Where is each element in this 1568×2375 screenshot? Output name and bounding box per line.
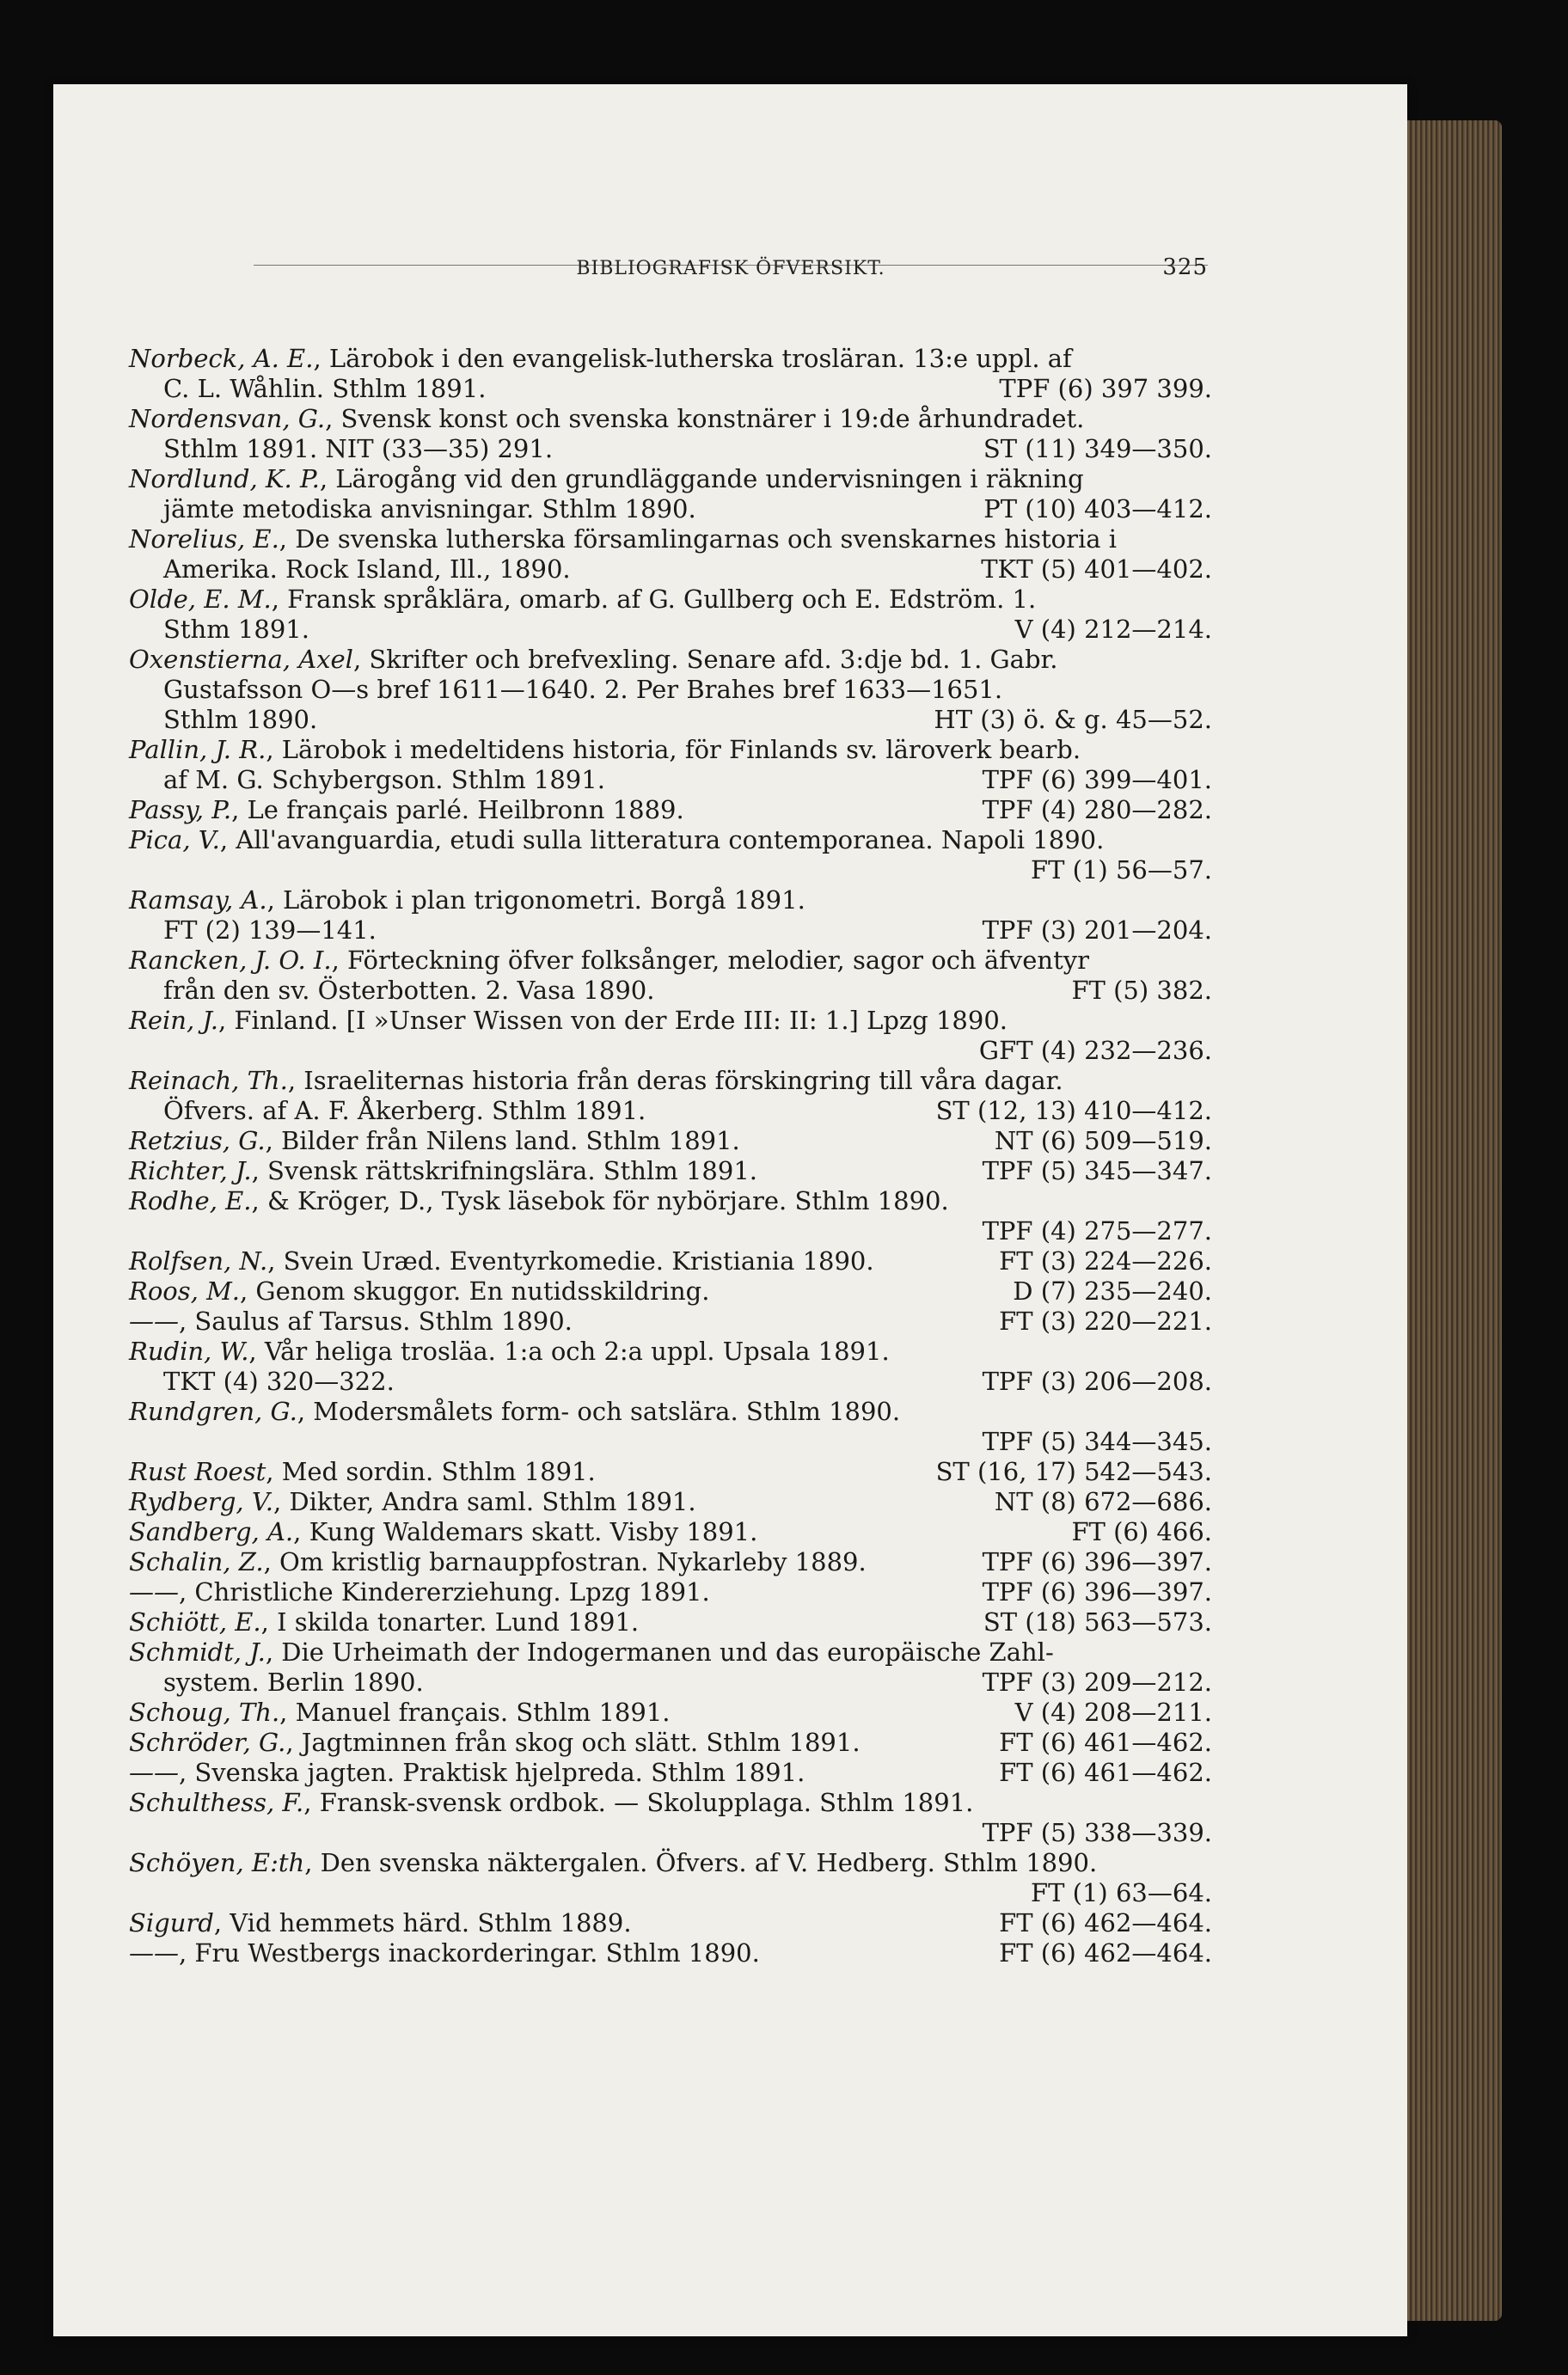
entry-text (129, 645, 1057, 675)
entry-description: , Die Urheimath der Indogermanen und das europäische Zahl- (265, 1637, 1054, 1667)
bibliography-entry (129, 1276, 1212, 1307)
entry-review-reference: TPF (3) 209—212. (982, 1668, 1212, 1697)
entry-author: Rein, J. (129, 1006, 218, 1035)
entry-description: , Manuel français. Sthlm 1891. (279, 1698, 671, 1727)
running-head (254, 254, 1208, 280)
entry-author: Rust Roest (129, 1457, 266, 1486)
entry-description: , De svenska lutherska församlingarnas och svenskarnes historia i (279, 524, 1118, 554)
entry-review-reference: TPF (6) 399—401. (982, 765, 1212, 794)
entry-text (129, 1908, 632, 1938)
entry-description: , Svenska jagten. Praktisk hjelpreda. Sthlm 1891. (179, 1758, 805, 1787)
entry-author: —— (129, 1758, 179, 1787)
bibliography-entry (129, 1848, 1212, 1908)
entry-line (129, 976, 1212, 1006)
bibliography-entry (129, 795, 1212, 825)
entry-description: system. Berlin 1890. (163, 1668, 424, 1697)
entry-review-reference: FT (1) 56—57. (1030, 855, 1212, 885)
entry-line (129, 1878, 1212, 1908)
entry-line (129, 765, 1212, 795)
bibliography-entry (129, 1457, 1212, 1487)
bibliography-entry (129, 1126, 1212, 1156)
entry-text (163, 434, 553, 464)
entry-review-reference: ST (12, 13) 410—412. (935, 1096, 1212, 1125)
entry-text (163, 494, 696, 524)
bibliography-entry (129, 1487, 1212, 1517)
entry-description: , Svein Uræd. Eventyrkomedie. Kristiania 1890. (267, 1246, 874, 1276)
entry-author: Norbeck, A. E. (129, 344, 314, 373)
entry-review-reference: FT (6) 461—462. (999, 1758, 1212, 1787)
entry-text (129, 1758, 805, 1788)
bibliography-entry (129, 344, 1212, 404)
bibliography-entry (129, 464, 1212, 524)
entry-line (129, 1337, 1212, 1367)
entry-line (129, 374, 1212, 404)
entry-text (163, 705, 317, 735)
entry-description: Gustafsson O—s bref 1611—1640. 2. Per Brahes bref 1633—1651. (163, 675, 1003, 704)
bibliography-entry (129, 1607, 1212, 1637)
entry-author: Schröder, G. (129, 1728, 286, 1757)
entry-line (129, 1126, 1212, 1156)
bibliography-entry (129, 1066, 1212, 1126)
entry-review-reference: TPF (5) 345—347. (982, 1156, 1212, 1185)
entry-description: , Lärobok i den evangelisk-lutherska trosläran. 13:e uppl. af (313, 344, 1072, 373)
page-number: 325 (1162, 254, 1208, 280)
entry-text (129, 1006, 1008, 1036)
entry-review-reference: TPF (6) 396—397. (982, 1547, 1212, 1576)
entry-review-reference: GFT (4) 232—236. (978, 1036, 1212, 1065)
bibliography-entry (129, 1006, 1212, 1066)
entry-line (129, 1276, 1212, 1307)
entry-author: Rodhe, E. (129, 1186, 252, 1215)
entry-text (129, 1938, 760, 1968)
entry-line (129, 1908, 1212, 1938)
entry-author: Nordensvan, G. (129, 404, 326, 433)
entry-line (129, 1788, 1212, 1818)
entry-author: Roos, M. (129, 1276, 240, 1306)
entry-line (129, 585, 1212, 615)
entry-author: Pica, V. (129, 825, 220, 854)
entry-text (129, 1126, 740, 1156)
entry-line (129, 705, 1212, 735)
entry-line (129, 1818, 1212, 1848)
entry-description: , I skilda tonarter. Lund 1891. (260, 1607, 640, 1637)
bibliography-entry (129, 645, 1212, 735)
entry-description: af M. G. Schybergson. Sthlm 1891. (163, 765, 605, 794)
entry-author: Reinach, Th. (129, 1066, 288, 1095)
entry-review-reference: TPF (4) 275—277. (982, 1216, 1212, 1246)
entry-text (129, 1637, 1054, 1668)
bibliography-entry (129, 1547, 1212, 1577)
entry-description: , Svensk rättskrifningslära. Sthlm 1891. (251, 1156, 757, 1185)
entry-text (129, 585, 1036, 615)
entry-line (129, 1036, 1212, 1066)
entry-author: —— (129, 1577, 179, 1607)
entry-line (129, 1006, 1212, 1036)
entry-line (129, 1066, 1212, 1096)
entry-line (129, 1246, 1212, 1276)
entry-line (129, 1668, 1212, 1698)
entry-review-reference: FT (6) 466. (1071, 1517, 1212, 1546)
entry-review-reference: NT (8) 672—686. (994, 1487, 1212, 1516)
entry-line (129, 1156, 1212, 1186)
entry-text (129, 1397, 900, 1427)
entry-author: Sandberg, A. (129, 1517, 294, 1546)
entry-text (129, 1307, 573, 1337)
entry-text (129, 825, 1104, 855)
entry-description: jämte metodiska anvisningar. Sthlm 1890. (163, 494, 696, 523)
entry-line (129, 915, 1212, 946)
entry-text (129, 1337, 890, 1367)
entry-text (129, 1607, 639, 1637)
entry-line (129, 645, 1212, 675)
entry-author: —— (129, 1307, 179, 1336)
entry-text (129, 1457, 596, 1487)
bibliography-entry (129, 825, 1212, 885)
entry-description: , Fransk språklära, omarb. af G. Gullberg och E. Edström. 1. (271, 585, 1037, 614)
entry-review-reference: TPF (5) 344—345. (982, 1427, 1212, 1456)
bibliography-entry (129, 1397, 1212, 1457)
entry-description: Amerika. Rock Island, Ill., 1890. (163, 554, 571, 584)
entry-description: , Kung Waldemars skatt. Visby 1891. (293, 1517, 758, 1546)
entry-line (129, 1728, 1212, 1758)
entry-description: från den sv. Österbotten. 2. Vasa 1890. (163, 976, 655, 1005)
entry-text (129, 1698, 671, 1728)
entry-review-reference: FT (6) 462—464. (999, 1908, 1212, 1937)
entry-text (163, 615, 309, 645)
entry-line (129, 946, 1212, 976)
entry-line (129, 1307, 1212, 1337)
entry-line (129, 494, 1212, 524)
entry-text (129, 1848, 1097, 1878)
entry-description: , Jagtminnen från skog och slätt. Sthlm 1891. (285, 1728, 861, 1757)
entry-text (129, 1156, 757, 1186)
entry-review-reference: TPF (6) 397 399. (999, 374, 1212, 403)
entry-review-reference: ST (18) 563—573. (983, 1607, 1212, 1637)
entry-review-reference: V (4) 212—214. (1014, 615, 1212, 644)
entry-description: , Förteckning öfver folksånger, melodier, sagor och äfventyr (331, 946, 1089, 975)
entry-text (129, 795, 684, 825)
entry-author: Norelius, E. (129, 524, 279, 554)
entry-line (129, 1096, 1212, 1126)
entry-text (129, 1517, 757, 1547)
entry-description: , All'avanguardia, etudi sulla litteratura contemporanea. Napoli 1890. (219, 825, 1105, 854)
entry-description: , Vår heliga trosläa. 1:a och 2:a uppl. Upsala 1891. (248, 1337, 890, 1366)
bibliography-entry (129, 524, 1212, 585)
entry-line (129, 885, 1212, 915)
entry-description: TKT (4) 320—322. (163, 1367, 395, 1396)
entry-review-reference: FT (3) 220—221. (999, 1307, 1212, 1336)
bibliography-entry (129, 1307, 1212, 1337)
entry-text (163, 915, 377, 946)
bibliography-entry (129, 1517, 1212, 1547)
entry-text (129, 1487, 696, 1517)
entry-text (163, 374, 486, 404)
bibliography-entry (129, 1246, 1212, 1276)
entry-description: , Om kristlig barnauppfostran. Nykarleby 1889. (263, 1547, 867, 1576)
entry-review-reference: FT (6) 462—464. (999, 1938, 1212, 1968)
entry-description: , Lärogång vid den grundläggande undervisningen i räkning (319, 464, 1084, 493)
entry-description: Sthlm 1890. (163, 705, 318, 734)
bibliography-entry (129, 1186, 1212, 1246)
entry-description: , & Kröger, D., Tysk läsebok för nybörjare. Sthlm 1890. (251, 1186, 949, 1215)
entry-author: Nordlund, K. P. (129, 464, 320, 493)
entry-description: , Vid hemmets härd. Sthlm 1889. (213, 1908, 632, 1937)
bibliography-entry (129, 1337, 1212, 1397)
entry-line (129, 1517, 1212, 1547)
entry-author: Oxenstierna, Axel (129, 645, 353, 674)
entry-text (129, 1276, 709, 1307)
entry-description: , Fru Westbergs inackorderingar. Sthlm 1890. (179, 1938, 760, 1968)
entry-review-reference: TPF (3) 201—204. (982, 915, 1212, 945)
entry-review-reference: FT (3) 224—226. (999, 1246, 1212, 1276)
entry-author: Schoug, Th. (129, 1698, 280, 1727)
entry-text (163, 1096, 646, 1126)
entry-line (129, 434, 1212, 464)
entry-text (129, 1547, 867, 1577)
entry-text (163, 1367, 395, 1397)
bibliography-list (129, 344, 1212, 1968)
entry-line (129, 615, 1212, 645)
entry-description: , Israeliternas historia från deras förskingring till våra dagar. (287, 1066, 1063, 1095)
entry-text (163, 675, 1002, 705)
bibliography-entry (129, 1758, 1212, 1788)
entry-text (129, 404, 1084, 434)
entry-description: , Finland. [I »Unser Wissen von der Erde III: II: 1.] Lpzg 1890. (217, 1006, 1008, 1035)
entry-line (129, 1607, 1212, 1637)
entry-author: Schiött, E. (129, 1607, 261, 1637)
entry-author: Schalin, Z. (129, 1547, 264, 1576)
entry-line (129, 464, 1212, 494)
entry-description: , Lärobok i plan trigonometri. Borgå 1891. (266, 885, 805, 915)
entry-review-reference: ST (11) 349—350. (983, 434, 1212, 463)
entry-review-reference: NT (6) 509—519. (994, 1126, 1212, 1155)
entry-line (129, 524, 1212, 554)
bibliography-entry (129, 1728, 1212, 1758)
entry-review-reference: D (7) 235—240. (1013, 1276, 1212, 1306)
entry-line (129, 1216, 1212, 1246)
entry-text (129, 735, 1081, 765)
entry-line (129, 1186, 1212, 1216)
entry-text (129, 464, 1084, 494)
entry-author: Sigurd (129, 1908, 214, 1937)
entry-line (129, 1457, 1212, 1487)
entry-description: , Fransk-svensk ordbok. — Skolupplaga. Sthlm 1891. (303, 1788, 974, 1817)
entry-line (129, 825, 1212, 855)
entry-author: Rudin, W. (129, 1337, 249, 1366)
bibliography-entry (129, 885, 1212, 946)
entry-text (163, 976, 654, 1006)
entry-review-reference: FT (1) 63—64. (1030, 1878, 1212, 1907)
entry-description: , Bilder från Nilens land. Sthlm 1891. (265, 1126, 740, 1155)
entry-text (129, 946, 1089, 976)
entry-description: FT (2) 139—141. (163, 915, 377, 945)
bibliography-entry (129, 1908, 1212, 1938)
entry-description: , Svensk konst och svenska konstnärer i 19:de århundradet. (325, 404, 1085, 433)
bibliography-entry (129, 1938, 1212, 1968)
entry-line (129, 1577, 1212, 1607)
entry-line (129, 735, 1212, 765)
entry-author: Schulthess, F. (129, 1788, 304, 1817)
bibliography-entry (129, 585, 1212, 645)
entry-description: , Genom skuggor. En nutidsskildring. (240, 1276, 710, 1306)
entry-line (129, 554, 1212, 585)
entry-text (163, 1668, 424, 1698)
entry-review-reference: FT (6) 461—462. (999, 1728, 1212, 1757)
entry-description: Öfvers. af A. F. Åkerberg. Sthlm 1891. (163, 1096, 646, 1125)
entry-line (129, 344, 1212, 374)
entry-description: , Den svenska näktergalen. Öfvers. af V. Hedberg. Sthlm 1890. (304, 1848, 1098, 1877)
bibliography-entry (129, 946, 1212, 1006)
entry-line (129, 1758, 1212, 1788)
entry-review-reference: TPF (6) 396—397. (982, 1577, 1212, 1607)
entry-description: , Saulus af Tarsus. Sthlm 1890. (179, 1307, 573, 1336)
entry-author: Schmidt, J. (129, 1637, 266, 1667)
entry-description: , Modersmålets form- och satslära. Sthlm 1890. (297, 1397, 901, 1426)
bibliography-entry (129, 1698, 1212, 1728)
bibliography-entry (129, 1577, 1212, 1607)
entry-line (129, 675, 1212, 705)
entry-review-reference: TPF (3) 206—208. (982, 1367, 1212, 1396)
entry-author: Retzius, G. (129, 1126, 266, 1155)
entry-text (129, 1066, 1063, 1096)
entry-description: , Skrifter och brefvexling. Senare afd. 3:dje bd. 1. Gabr. (352, 645, 1058, 674)
entry-line (129, 1367, 1212, 1397)
bibliography-entry (129, 1788, 1212, 1848)
bibliography-entry (129, 1156, 1212, 1186)
entry-author: Rancken, J. O. I. (129, 946, 332, 975)
entry-review-reference: FT (5) 382. (1071, 976, 1212, 1005)
entry-text (129, 1577, 710, 1607)
entry-description: , Le français parlé. Heilbronn 1889. (231, 795, 684, 824)
entry-author: Ramsay, A. (129, 885, 267, 915)
entry-review-reference: V (4) 208—211. (1014, 1698, 1212, 1727)
entry-description: , Med sordin. Sthlm 1891. (266, 1457, 596, 1486)
entry-author: Rundgren, G. (129, 1397, 297, 1426)
entry-line (129, 1427, 1212, 1457)
entry-text (129, 1186, 949, 1216)
entry-line (129, 404, 1212, 434)
book-edge (1407, 120, 1502, 2321)
entry-description: , Lärobok i medeltidens historia, för Finlands sv. läroverk bearb. (266, 735, 1081, 764)
entry-text (129, 524, 1117, 554)
bibliography-entry (129, 1637, 1212, 1698)
entry-description: , Christliche Kindererziehung. Lpzg 1891. (179, 1577, 710, 1607)
entry-author: Rydberg, V. (129, 1487, 273, 1516)
entry-review-reference: ST (16, 17) 542—543. (935, 1457, 1212, 1486)
entry-review-reference: TKT (5) 401—402. (981, 554, 1212, 584)
entry-text (129, 1246, 874, 1276)
entry-line (129, 1547, 1212, 1577)
entry-line (129, 1848, 1212, 1878)
running-head-title: BIBLIOGRAFISK ÖFVERSIKT. (576, 258, 885, 279)
entry-description: Sthm 1891. (163, 615, 309, 644)
entry-author: Rolfsen, N. (129, 1246, 268, 1276)
entry-line (129, 1637, 1212, 1668)
entry-text (163, 765, 605, 795)
entry-review-reference: HT (3) ö. & g. 45—52. (934, 705, 1212, 734)
entry-text (129, 1728, 861, 1758)
entry-author: Schöyen, E:th (129, 1848, 305, 1877)
entry-line (129, 795, 1212, 825)
entry-line (129, 1698, 1212, 1728)
entry-text (129, 344, 1072, 374)
entry-author: Pallin, J. R. (129, 735, 266, 764)
bibliography-entry (129, 735, 1212, 795)
entry-author: Richter, J. (129, 1156, 252, 1185)
entry-author: —— (129, 1938, 179, 1968)
entry-description: , Dikter, Andra saml. Sthlm 1891. (273, 1487, 696, 1516)
entry-line (129, 1487, 1212, 1517)
entry-description: Sthlm 1891. NIT (33—35) 291. (163, 434, 554, 463)
entry-review-reference: PT (10) 403—412. (983, 494, 1212, 523)
entry-line (129, 1938, 1212, 1968)
entry-line (129, 1397, 1212, 1427)
entry-text (129, 1788, 973, 1818)
bibliography-entry (129, 404, 1212, 464)
entry-review-reference: TPF (5) 338—339. (982, 1818, 1212, 1847)
entry-review-reference: TPF (4) 280—282. (982, 795, 1212, 824)
entry-description: C. L. Wåhlin. Sthlm 1891. (163, 374, 487, 403)
entry-author: Olde, E. M. (129, 585, 272, 614)
entry-text (163, 554, 571, 585)
entry-line (129, 855, 1212, 885)
entry-text (129, 885, 805, 915)
entry-author: Passy, P. (129, 795, 232, 824)
